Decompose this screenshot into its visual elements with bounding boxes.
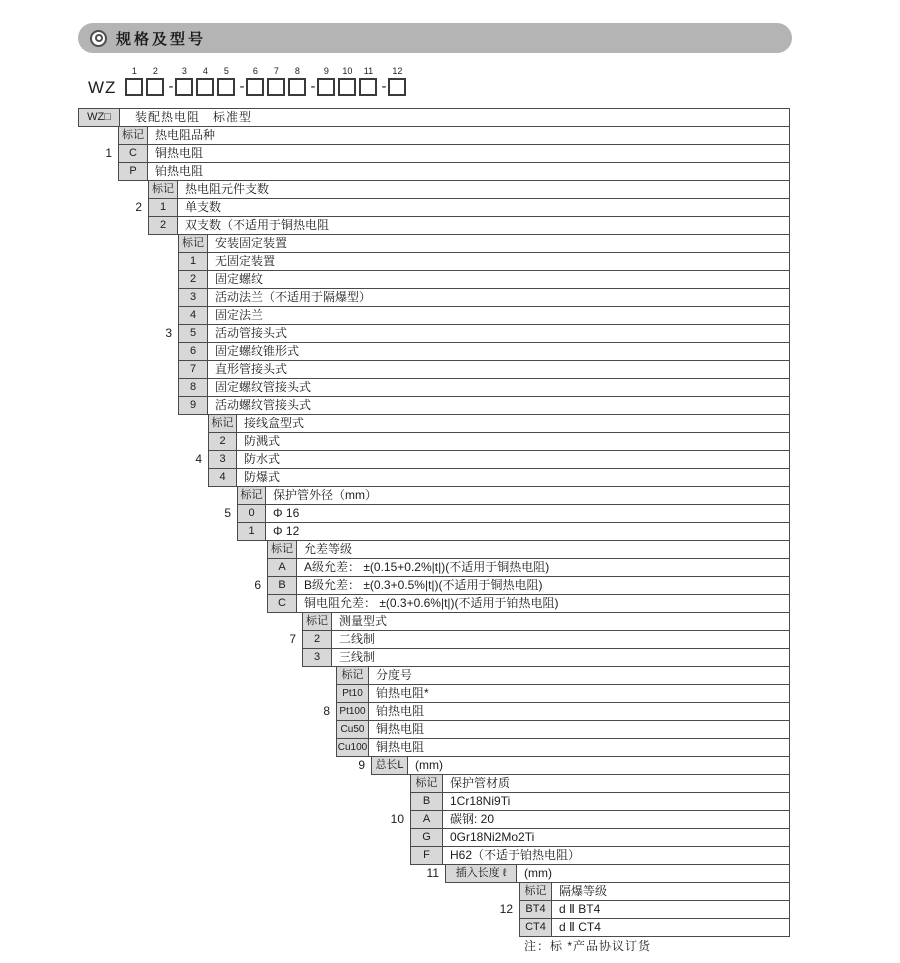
description-cell: 允差等级 [296,540,790,559]
model-digit-box [217,78,235,96]
table-row [237,504,790,523]
table-row [519,918,790,937]
code-cell: Pt10 [336,684,369,703]
model-prefix: WZ [88,78,117,97]
model-digit-box [388,78,406,96]
model-digit-box [267,78,285,96]
description-cell: 安装固定装置 [207,234,790,253]
model-digit-box [175,78,193,96]
model-digit [267,65,285,96]
row-number: 11 [426,866,439,880]
description-cell: 单支数 [177,198,790,217]
model-digit [196,65,214,96]
code-cell: Cu50 [336,720,369,739]
code-cell: 插入长度 ℓ [445,864,517,883]
table-row [178,396,790,415]
code-cell: 8 [178,378,208,397]
table-row [519,882,790,901]
model-digit [175,65,193,96]
description-cell: 活动法兰（不适用于隔爆型） [207,288,790,307]
table-row [208,450,790,469]
description-cell: 铜电阻允差： ±(0.3+0.6%|t|)(不适用于铂热电阻) [296,594,790,613]
code-cell: 标记 [302,612,332,631]
model-digit [246,65,264,96]
table-row [178,288,790,307]
description-cell: 三线制 [331,648,790,667]
description-cell: B级允差： ±(0.3+0.5%|t|)(不适用于铜热电阻) [296,576,790,595]
description-cell: 固定螺纹 [207,270,790,289]
code-cell: 2 [178,270,208,289]
double-circle-icon-inner [95,34,103,42]
row-number: 12 [499,902,513,916]
description-cell: A级允差： ±(0.15+0.2%|t|)(不适用于铜热电阻) [296,558,790,577]
table-row [178,234,790,253]
code-cell: 标记 [410,774,443,793]
table-row [336,702,790,721]
description-cell: 铂热电阻 [147,162,790,181]
table-row [519,900,790,919]
table-row [302,612,790,631]
table-row [148,198,790,217]
description-cell: 二线制 [331,630,790,649]
position-number: 3 [181,66,187,76]
position-number: 11 [363,66,374,76]
model-separator: - [168,78,174,95]
row-number: 10 [390,812,404,826]
code-cell: 1 [237,522,266,541]
description-cell: 双支数（不适用于铜热电阻 [177,216,790,235]
description-cell: 1Cr18Ni9Ti [442,792,790,811]
table-row [410,828,790,847]
code-cell: C [267,594,297,613]
code-cell: 2 [208,432,237,451]
description-cell: 铜热电阻 [368,720,790,739]
table-row [118,126,790,145]
description-cell: 防水式 [236,450,790,469]
model-digit [359,65,377,96]
description-cell: 装配热电阻 标准型 [119,108,790,127]
model-digit-box [317,78,335,96]
table-row [208,414,790,433]
model-digit-box [338,78,356,96]
table-row [267,594,790,613]
model-separator: - [310,78,316,95]
code-cell: 1 [148,198,178,217]
table-row [118,144,790,163]
description-cell: 铜热电阻 [368,738,790,757]
description-cell: 铂热电阻* [368,684,790,703]
description-cell: 隔爆等级 [551,882,790,901]
code-cell: 0 [237,504,266,523]
table-row [371,756,790,775]
description-cell: 保护管外径（mm） [265,486,790,505]
table-row [336,666,790,685]
description-cell: 无固定装置 [207,252,790,271]
footnote: 注：标 *产品协议订货 [524,939,652,953]
row-number: 7 [289,632,296,646]
table-row [148,216,790,235]
description-cell: 固定螺纹锥形式 [207,342,790,361]
code-cell: CT4 [519,918,552,937]
position-number: 10 [342,66,353,76]
code-cell: F [410,846,443,865]
description-cell: 测量型式 [331,612,790,631]
table-row [410,774,790,793]
code-cell: G [410,828,443,847]
position-number: 9 [323,66,329,76]
code-cell: WZ□ [78,108,120,127]
code-cell: 2 [302,630,332,649]
table-row [410,792,790,811]
code-cell: B [410,792,443,811]
position-number: 8 [294,66,300,76]
table-row [410,846,790,865]
description-cell: 铂热电阻 [368,702,790,721]
code-cell: 6 [178,342,208,361]
description-cell: 活动管接头式 [207,324,790,343]
row-number: 1 [105,146,112,160]
code-cell: A [410,810,443,829]
model-digit-box [288,78,306,96]
model-digit-box [246,78,264,96]
table-row [336,738,790,757]
code-cell: P [118,162,148,181]
code-cell: 7 [178,360,208,379]
code-cell: 标记 [118,126,148,145]
code-cell: BT4 [519,900,552,919]
position-number: 12 [392,66,403,76]
table-row [237,522,790,541]
table-row [178,270,790,289]
code-cell: 2 [148,216,178,235]
table-row [237,486,790,505]
table-row [178,306,790,325]
code-cell: 标记 [237,486,266,505]
table-row [267,558,790,577]
row-number: 4 [195,452,202,466]
code-cell: 4 [208,468,237,487]
description-cell: 热电阻元件支数 [177,180,790,199]
description-cell: d Ⅱ BT4 [551,900,790,919]
code-cell: 标记 [267,540,297,559]
row-number: 6 [254,578,261,592]
model-number-line [88,60,409,96]
description-cell: 碳钢: 20 [442,810,790,829]
position-number: 2 [152,66,158,76]
table-row [445,864,790,883]
code-cell: 标记 [336,666,369,685]
code-cell: 5 [178,324,208,343]
description-cell: (mm) [407,756,790,775]
code-cell: 3 [302,648,332,667]
code-cell: 标记 [148,180,178,199]
table-row [208,468,790,487]
code-cell: 总长L [371,756,408,775]
row-number: 2 [135,200,142,214]
model-digit [217,65,235,96]
page-title: 规格及型号 [116,30,207,48]
section-header-bar [78,23,792,53]
table-row [302,648,790,667]
description-cell: (mm) [516,864,790,883]
position-number: 4 [202,66,208,76]
description-cell: 分度号 [368,666,790,685]
description-cell: 0Gr18Ni2Mo2Ti [442,828,790,847]
description-cell: 活动螺纹管接头式 [207,396,790,415]
table-row [336,684,790,703]
row-number: 8 [323,704,330,718]
code-cell: 4 [178,306,208,325]
code-cell: 3 [208,450,237,469]
code-cell: B [267,576,297,595]
description-cell: d Ⅱ CT4 [551,918,790,937]
description-cell: 固定法兰 [207,306,790,325]
code-cell: Cu100 [336,738,369,757]
model-separator: - [239,78,245,95]
model-digit-box [125,78,143,96]
description-cell: H62（不适于铂热电阻） [442,846,790,865]
code-cell: 标记 [519,882,552,901]
description-cell: 热电阻品种 [147,126,790,145]
code-cell: C [118,144,148,163]
table-row [267,576,790,595]
table-row [178,342,790,361]
table-row [118,162,790,181]
description-cell: Φ 16 [265,504,790,523]
description-cell: 防溅式 [236,432,790,451]
description-cell: 直形管接头式 [207,360,790,379]
table-row [178,324,790,343]
model-digit [288,65,306,96]
table-row [178,252,790,271]
description-cell: 保护管材质 [442,774,790,793]
model-digit [146,65,164,96]
row-number: 9 [358,758,365,772]
table-row [267,540,790,559]
code-cell: 1 [178,252,208,271]
description-cell: 防爆式 [236,468,790,487]
row-number: 5 [224,506,231,520]
description-cell: Φ 12 [265,522,790,541]
row-number: 3 [165,326,172,340]
description-cell: 接线盒型式 [236,414,790,433]
model-digit-box [359,78,377,96]
position-number: 7 [273,66,279,76]
table-row [410,810,790,829]
position-number: 5 [223,66,229,76]
description-cell: 铜热电阻 [147,144,790,163]
description-cell: 固定螺纹管接头式 [207,378,790,397]
code-cell: 标记 [178,234,208,253]
model-digit [125,65,143,96]
model-separator: - [381,78,387,95]
position-number: 6 [252,66,258,76]
table-row [178,360,790,379]
code-cell: 标记 [208,414,237,433]
double-circle-icon [90,30,107,47]
code-cell: A [267,558,297,577]
table-row [208,432,790,451]
model-digit-box [196,78,214,96]
table-row [148,180,790,199]
table-row [178,378,790,397]
table-row [336,720,790,739]
code-cell: 3 [178,288,208,307]
code-cell: 9 [178,396,208,415]
model-digit [338,65,356,96]
table-row [78,108,790,127]
model-digit [317,65,335,96]
position-number: 1 [131,66,137,76]
model-digit-box [146,78,164,96]
model-digit [388,65,406,96]
code-cell: Pt100 [336,702,369,721]
table-row [302,630,790,649]
